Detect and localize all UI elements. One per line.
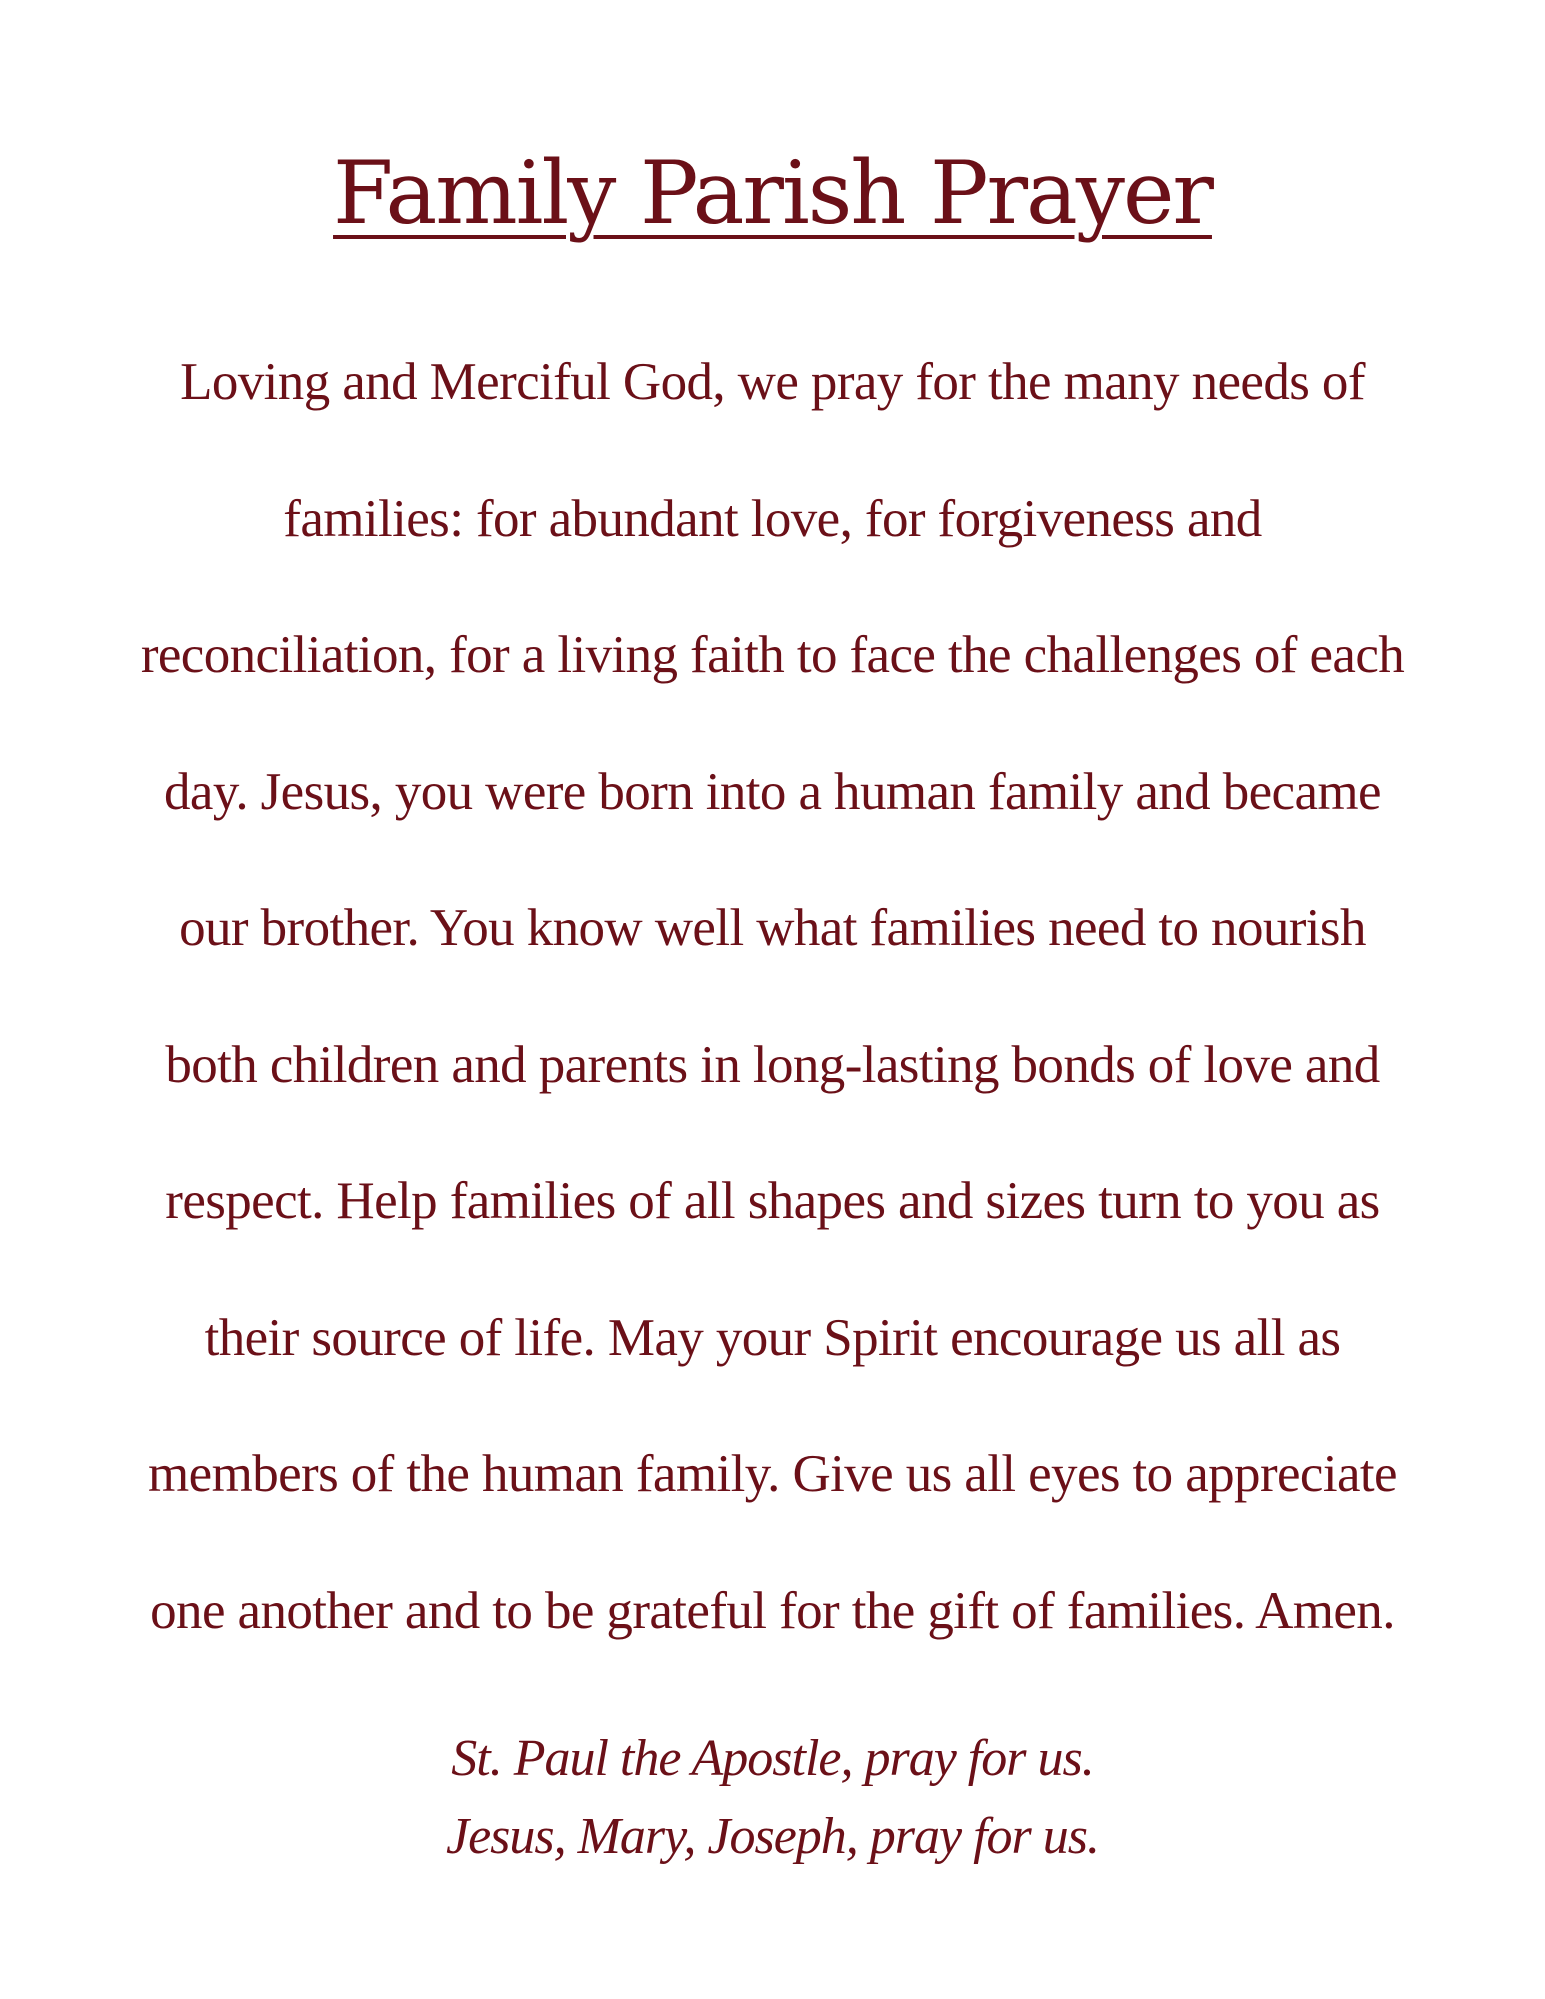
prayer-line: members of the human family. Give us all eyes to appreciate — [148, 1445, 1397, 1503]
prayer-line: both children and parents in long-lasting bonds of love and — [165, 1035, 1380, 1094]
prayer-line: Loving and Merciful God, we pray for the many needs of — [180, 353, 1365, 411]
prayer-body — [0, 314, 1545, 1679]
closing-invocations — [0, 1720, 1545, 1876]
prayer-line: our brother. You know well what families need to nourish — [179, 899, 1366, 957]
prayer-line: day. Jesus, you were born into a human family and became — [164, 762, 1381, 821]
prayer-line: respect. Help families of all shapes and sizes turn to you as — [165, 1172, 1380, 1230]
prayer-line: families: for abundant love, for forgiveness and — [283, 489, 1262, 548]
prayer-line: reconciliation, for a living faith to face the challenges of each — [140, 626, 1405, 684]
page-title: Family Parish Prayer — [333, 142, 1212, 244]
prayer-line: their source of life. May your Spirit encourage us all as — [204, 1308, 1341, 1367]
invocation-st-paul: St. Paul the Apostle, pray for us. — [451, 1730, 1094, 1787]
prayer-line: one another and to be grateful for the gift of families. Amen. — [150, 1581, 1395, 1640]
invocation-holy-family: Jesus, Mary, Joseph, pray for us. — [445, 1808, 1100, 1865]
